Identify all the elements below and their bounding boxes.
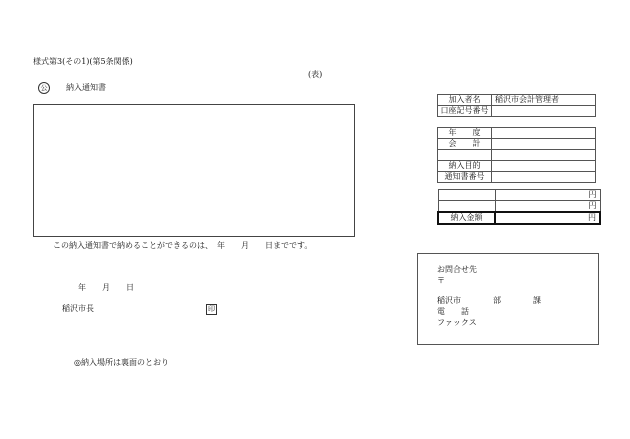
- inquiry-fax: ファックス: [437, 318, 477, 327]
- purpose-label: 納入目的: [438, 161, 492, 172]
- table-row: [438, 139, 596, 150]
- amount-value: 円: [495, 201, 600, 213]
- table-row: [438, 161, 596, 172]
- payee-name-label: 加入者名: [438, 95, 492, 106]
- notice-number-label: 通知書番号: [438, 172, 492, 183]
- payment-place-note: ◎納入場所は裏面のとおり: [74, 358, 169, 367]
- issuer-name: 稲沢市長: [62, 304, 94, 313]
- amount-value: 円: [495, 190, 600, 201]
- public-seal-icon: 公: [38, 82, 50, 94]
- deadline-text: この納入通知書で納めることができるのは、 年 月 日までです。: [53, 241, 313, 250]
- account-number-label: 口座記号番号: [438, 106, 492, 117]
- info-table: [437, 127, 596, 183]
- form-number: 様式第3(その1)(第5条関係): [33, 57, 133, 66]
- amount-label: [438, 201, 495, 213]
- table-row: [438, 190, 600, 201]
- table-row: [438, 128, 596, 139]
- blank-label: [438, 150, 492, 161]
- table-row: [438, 201, 600, 213]
- table-row: [438, 150, 596, 161]
- total-amount-label: 納入金額: [438, 212, 495, 224]
- inquiry-title: お問合せ先: [437, 265, 477, 274]
- inquiry-postal: 〒: [437, 276, 445, 285]
- fiscal-year-label: 年 度: [438, 128, 492, 139]
- amount-table: [437, 189, 601, 225]
- issue-date: 年 月 日: [78, 283, 134, 292]
- inquiry-department: 稲沢市 部 課: [437, 296, 541, 305]
- inquiry-phone: 電 話: [437, 307, 469, 316]
- amount-label: [438, 190, 495, 201]
- table-row: [438, 212, 600, 224]
- fiscal-year-value: [492, 128, 596, 139]
- address-box: [33, 104, 355, 237]
- blank-value: [492, 150, 596, 161]
- payee-table: [437, 94, 596, 117]
- side-label: (表): [308, 70, 323, 79]
- account-label: 会 計: [438, 139, 492, 150]
- table-row: [438, 95, 596, 106]
- document-title: 納入通知書: [66, 83, 106, 92]
- account-value: [492, 139, 596, 150]
- account-number-value: [492, 106, 596, 117]
- notice-number-value: [492, 172, 596, 183]
- total-amount-value: 円: [495, 212, 600, 224]
- purpose-value: [492, 161, 596, 172]
- table-row: [438, 172, 596, 183]
- issuer-seal-icon: 印: [208, 305, 215, 313]
- table-row: [438, 106, 596, 117]
- payee-name-value: 稲沢市会計管理者: [492, 95, 596, 106]
